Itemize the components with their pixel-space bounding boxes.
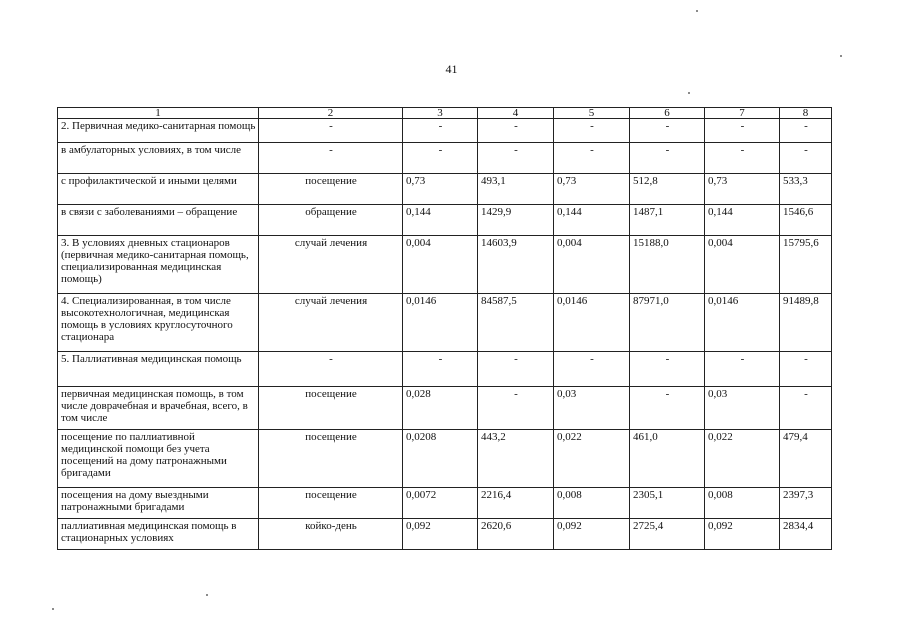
table-cell: 2397,3 bbox=[780, 488, 832, 519]
column-header: 1 bbox=[58, 108, 259, 119]
table-cell: 0,144 bbox=[705, 205, 780, 236]
row-unit: посещение bbox=[259, 387, 403, 430]
row-label: с профилактической и иными целями bbox=[58, 174, 259, 205]
table-cell: 0,008 bbox=[554, 488, 630, 519]
table-row bbox=[58, 519, 832, 550]
table-cell: 15795,6 bbox=[780, 236, 832, 294]
table-cell: 1429,9 bbox=[478, 205, 554, 236]
table-cell: 0,73 bbox=[554, 174, 630, 205]
row-unit: посещение bbox=[259, 488, 403, 519]
row-label: первичная медицинская помощь, в том числе доврачебная и врачебная, всего, в том числе bbox=[58, 387, 259, 430]
table-cell: - bbox=[705, 119, 780, 143]
table-cell: 0,0146 bbox=[554, 294, 630, 352]
table-row bbox=[58, 205, 832, 236]
table-cell: 2216,4 bbox=[478, 488, 554, 519]
table-row bbox=[58, 236, 832, 294]
table-row bbox=[58, 174, 832, 205]
table-cell: 0,0146 bbox=[403, 294, 478, 352]
table-cell: 0,008 bbox=[705, 488, 780, 519]
table-header-row bbox=[58, 108, 832, 119]
table-cell: 0,092 bbox=[554, 519, 630, 550]
table-cell: - bbox=[630, 387, 705, 430]
table-cell: 0,092 bbox=[705, 519, 780, 550]
table-cell: 84587,5 bbox=[478, 294, 554, 352]
table-row bbox=[58, 294, 832, 352]
table-cell: - bbox=[780, 387, 832, 430]
table-cell: - bbox=[478, 143, 554, 174]
row-unit: - bbox=[259, 352, 403, 387]
table-cell: 0,028 bbox=[403, 387, 478, 430]
column-header: 6 bbox=[630, 108, 705, 119]
row-unit: случай лечения bbox=[259, 294, 403, 352]
table-cell: 15188,0 bbox=[630, 236, 705, 294]
column-header: 4 bbox=[478, 108, 554, 119]
table-cell: 461,0 bbox=[630, 430, 705, 488]
table-row bbox=[58, 352, 832, 387]
table-cell: 0,022 bbox=[705, 430, 780, 488]
table-row bbox=[58, 119, 832, 143]
row-unit: обращение bbox=[259, 205, 403, 236]
table-cell: 2834,4 bbox=[780, 519, 832, 550]
table-cell: - bbox=[630, 352, 705, 387]
row-unit: случай лечения bbox=[259, 236, 403, 294]
table-cell: 0,144 bbox=[554, 205, 630, 236]
table-cell: - bbox=[478, 352, 554, 387]
column-header: 7 bbox=[705, 108, 780, 119]
table-cell: 2620,6 bbox=[478, 519, 554, 550]
table-cell: - bbox=[554, 119, 630, 143]
table-cell: - bbox=[780, 352, 832, 387]
table-cell: 0,03 bbox=[705, 387, 780, 430]
page-number: 41 bbox=[445, 62, 458, 76]
table-cell: - bbox=[403, 143, 478, 174]
table-cell: 0,0146 bbox=[705, 294, 780, 352]
row-label: посещения на дому выездными патронажными бригадами bbox=[58, 488, 259, 519]
table-cell: 0,73 bbox=[403, 174, 478, 205]
table-cell: - bbox=[780, 143, 832, 174]
table-cell: 87971,0 bbox=[630, 294, 705, 352]
row-label: посещение по паллиативной медицинской помощи без учета посещений на дому патронажными бригадами bbox=[58, 430, 259, 488]
data-table bbox=[57, 107, 832, 550]
table-row bbox=[58, 387, 832, 430]
table-cell: 14603,9 bbox=[478, 236, 554, 294]
table-cell: 0,004 bbox=[705, 236, 780, 294]
scan-speck bbox=[206, 594, 208, 596]
table-cell: 512,8 bbox=[630, 174, 705, 205]
column-header: 2 bbox=[259, 108, 403, 119]
table-cell: - bbox=[705, 143, 780, 174]
column-header: 8 bbox=[780, 108, 832, 119]
table-cell: 2305,1 bbox=[630, 488, 705, 519]
table-cell: 0,0208 bbox=[403, 430, 478, 488]
table-cell: - bbox=[554, 352, 630, 387]
scan-speck bbox=[840, 55, 842, 57]
table-cell: 0,144 bbox=[403, 205, 478, 236]
table-cell: 479,4 bbox=[780, 430, 832, 488]
table-cell: 533,3 bbox=[780, 174, 832, 205]
row-unit: посещение bbox=[259, 430, 403, 488]
column-header: 3 bbox=[403, 108, 478, 119]
table-cell: 0,73 bbox=[705, 174, 780, 205]
table-cell: - bbox=[630, 143, 705, 174]
table-cell: 0,092 bbox=[403, 519, 478, 550]
table-row bbox=[58, 143, 832, 174]
row-unit: посещение bbox=[259, 174, 403, 205]
scan-speck bbox=[696, 10, 698, 12]
table-cell: - bbox=[478, 387, 554, 430]
table-cell: - bbox=[554, 143, 630, 174]
table-cell: - bbox=[780, 119, 832, 143]
table-cell: 0,0072 bbox=[403, 488, 478, 519]
scan-speck bbox=[688, 92, 690, 94]
row-unit: койко-день bbox=[259, 519, 403, 550]
table-cell: 443,2 bbox=[478, 430, 554, 488]
row-label: в связи с заболеваниями – обращение bbox=[58, 205, 259, 236]
table-cell: 0,022 bbox=[554, 430, 630, 488]
table-cell: 2725,4 bbox=[630, 519, 705, 550]
row-label: паллиативная медицинская помощь в стационарных условиях bbox=[58, 519, 259, 550]
column-header: 5 bbox=[554, 108, 630, 119]
row-unit: - bbox=[259, 119, 403, 143]
table-cell: - bbox=[705, 352, 780, 387]
table-cell: 0,004 bbox=[554, 236, 630, 294]
row-unit: - bbox=[259, 143, 403, 174]
row-label: 5. Паллиативная медицинская помощь bbox=[58, 352, 259, 387]
table-cell: 493,1 bbox=[478, 174, 554, 205]
table-row bbox=[58, 488, 832, 519]
table-cell: 1546,6 bbox=[780, 205, 832, 236]
table-cell: - bbox=[478, 119, 554, 143]
table-cell: - bbox=[630, 119, 705, 143]
table-cell: 0,004 bbox=[403, 236, 478, 294]
scan-speck bbox=[52, 608, 54, 610]
table-cell: - bbox=[403, 352, 478, 387]
row-label: 3. В условиях дневных стационаров (первичная медико-санитарная помощь, специализированная медицинская помощь) bbox=[58, 236, 259, 294]
table-cell: 0,03 bbox=[554, 387, 630, 430]
table-cell: - bbox=[403, 119, 478, 143]
table-cell: 91489,8 bbox=[780, 294, 832, 352]
row-label: 2. Первичная медико-санитарная помощь bbox=[58, 119, 259, 143]
row-label: 4. Специализированная, в том числе высокотехнологичная, медицинская помощь в условиях круглосуточного стационара bbox=[58, 294, 259, 352]
table-cell: 1487,1 bbox=[630, 205, 705, 236]
row-label: в амбулаторных условиях, в том числе bbox=[58, 143, 259, 174]
table-row bbox=[58, 430, 832, 488]
